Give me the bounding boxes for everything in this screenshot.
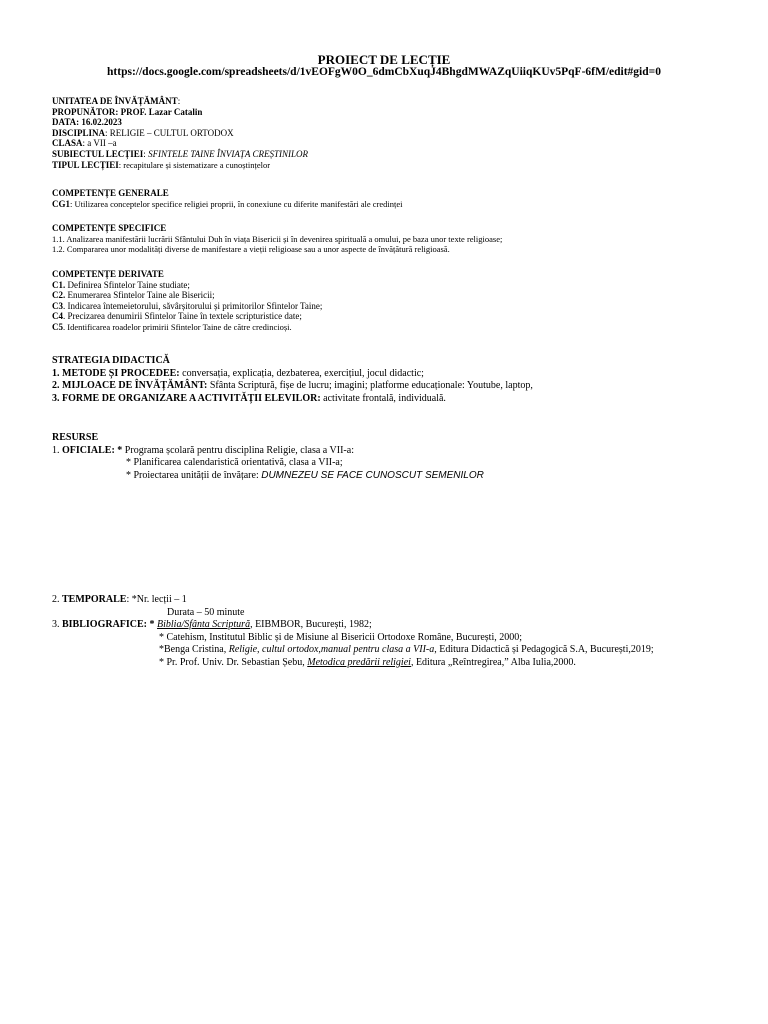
competenta-specifica-item: 1.2. Compararea unor modalități diverse de manifestare a vieții religioase sau a unor aspecte de învățătură religioasă. (52, 244, 450, 255)
cg1-item: CG1: Utilizarea conceptelor specifice religiei proprii, în conexiune cu diferite manifestări ale credinței (52, 198, 403, 209)
info-tipul: TIPUL LECȚIEI: recapitulare și sistematizare a cunoștințelor (52, 159, 271, 170)
resurse-oficiale: 1. OFICIALE: * Programa școlară pentru disciplina Religie, clasa a VII-a: (52, 444, 354, 456)
resurse-proiectarea: * Proiectarea unității de învățare: DUMNEZEU SE FACE CUNOSCUT SEMENILOR (126, 469, 484, 481)
resurse-bibliografice (52, 619, 752, 669)
resurse-temporale (52, 594, 752, 619)
temporale-durata: Durata – 50 minute (167, 606, 245, 618)
bibliografie-item: * Catehism, Institutul Biblic și de Misiune al Bisericii Ortodoxe Române, București, 2000; (159, 631, 523, 643)
strategia-item: 2. MIJLOACE DE ÎNVĂȚĂMÂNT: Sfânta Scriptură, fișe de lucru; imagini; platforme educaționale: Youtube, laptop, (52, 380, 533, 391)
info-clasa: CLASA: a VII –a (52, 138, 117, 149)
competente-derivate-heading: COMPETENȚE DERIVATE (52, 269, 164, 279)
competente-derivate (52, 269, 752, 333)
document-title: PROIECT DE LECȚIE (317, 52, 451, 67)
competente-specifice-heading: COMPETENȚE SPECIFICE (52, 223, 167, 233)
competenta-derivata-item: C3. Indicarea întemeietorului, săvârșitorului și primitorilor Sfintelor Taine; (52, 300, 323, 311)
spreadsheet-url[interactable]: https://docs.google.com/spreadsheets/d/1vEOFgW0O_6dmCbXuqJ4BhgdMWAZqUiiqKUv5PqF-6fM/edit#gid=0 (107, 66, 661, 78)
info-data: DATA: 16.02.2023 (52, 117, 122, 128)
lesson-info (52, 96, 752, 170)
temporale-line: 2. TEMPORALE: *Nr. lecții – 1 (52, 594, 187, 605)
competente-generale-heading: COMPETENȚE GENERALE (52, 188, 169, 198)
competente-specifice (52, 223, 752, 255)
resurse-oficiale-item: * Planificarea calendaristică orientativă, clasa a VII-a; (126, 457, 343, 468)
info-propunator: PROPUNĂTOR: PROF. Lazar Catalin (52, 106, 203, 117)
competenta-derivata-item: C2. Enumerarea Sfintelor Taine ale Bisericii; (52, 290, 215, 301)
bibliografie-item: * Pr. Prof. Univ. Dr. Sebastian Șebu, Metodica predării religiei, Editura „Reîntregirea,” Alba Iulia,2000. (159, 656, 576, 668)
competenta-derivata-item: C5. Identificarea roadelor primirii Sfintelor Taine de către credincioși. (52, 321, 292, 332)
strategia-item: 3. FORME DE ORGANIZARE A ACTIVITĂȚII ELEVILOR: activitate frontală, individuală. (52, 392, 446, 404)
competenta-derivata-item: C1. Definirea Sfintelor Taine studiate; (52, 279, 190, 290)
resurse-heading: RESURSE (52, 432, 99, 443)
competente-generale (52, 188, 752, 209)
competenta-specifica-item: 1.1. Analizarea manifestării lucrării Sfântului Duh în viața Bisericii și în devenirea spirituală a omului, pe baza unor texte religioase; (52, 233, 503, 244)
info-disciplina: DISCIPLINA: RELIGIE – CULTUL ORTODOX (52, 127, 234, 138)
info-subiectul: SUBIECTUL LECȚIEI: SFINTELE TAINE ÎNVIAȚA CREȘTINILOR (52, 148, 308, 159)
strategia-didactica (52, 355, 752, 405)
resurse (52, 432, 752, 482)
bibliografie-item: *Benga Cristina, Religie, cultul ortodox,manual pentru clasa a VII-a, Editura Didactică și Pedagogică S.A, București,2019; (159, 644, 654, 655)
competenta-derivata-item: C4. Precizarea denumirii Sfintelor Taine în textele scripturistice date; (52, 311, 302, 322)
strategia-item: 1. METODE ȘI PROCEDEE: conversația, explicația, dezbaterea, exercițiul, jocul didactic; (52, 367, 424, 379)
bibliografie-item: 3. BIBLIOGRAFICE: * Biblia/Sfânta Scriptură, EIBMBOR, București, 1982; (52, 619, 372, 630)
strategia-heading: STRATEGIA DIDACTICĂ (52, 355, 170, 366)
info-unitatea: UNITATEA DE ÎNVĂȚĂMÂNT: (52, 96, 181, 106)
